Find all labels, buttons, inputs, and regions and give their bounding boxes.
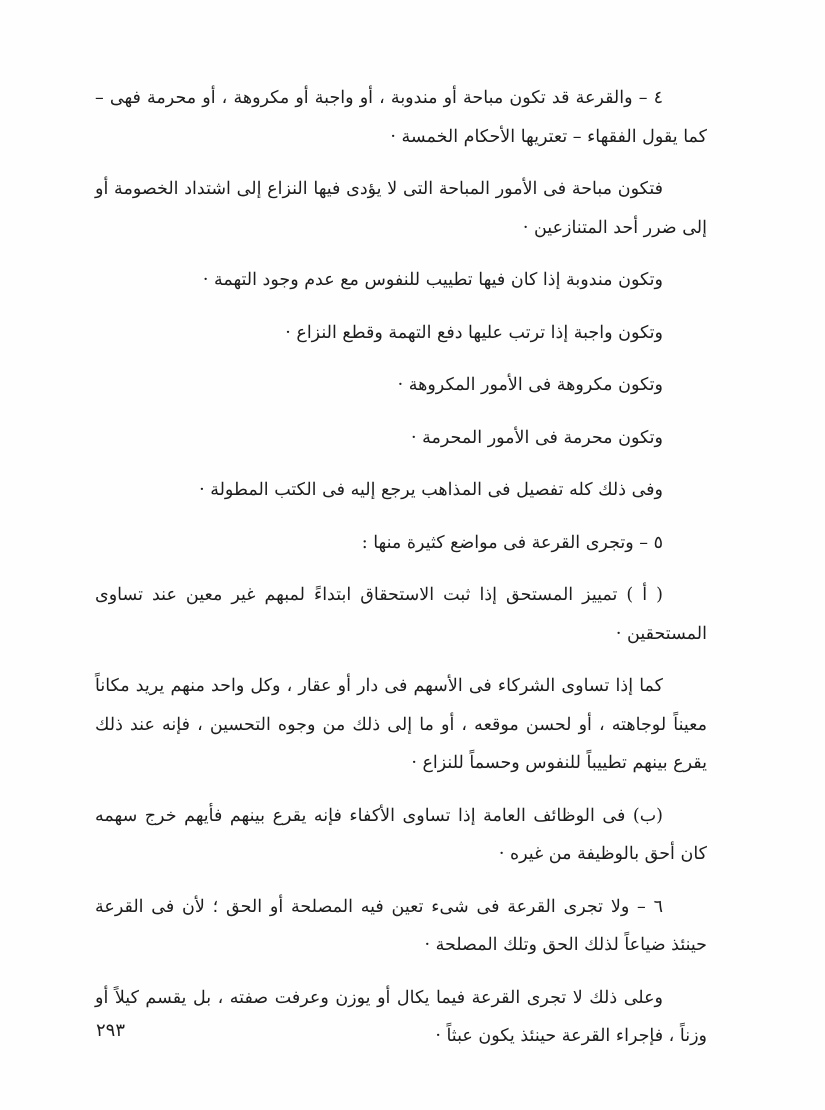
- paragraph-mandouba: وتكون مندوبة إذا كان فيها تطييب للنفوس مع عدم وجود التهمة ·: [202, 270, 663, 290]
- body-text: [95, 79, 707, 1070]
- paragraph-tafsil: وفى ذلك كله تفصيل فى المذاهب يرجع إليه فى الكتب المطولة ·: [199, 480, 663, 500]
- paragraph-mubaha: فتكون مباحة فى الأمور المباحة التى لا يؤدى فيها النزاع إلى اشتداد الخصومة أو إلى ضرر أحد المتنازعين ·: [95, 179, 707, 238]
- paragraph-4: ٤ – والقرعة قد تكون مباحة أو مندوبة ، أو واجبة أو مكروهة ، أو محرمة فهى – كما يقول الفقهاء – تعتريها الأحكام الخمسة ·: [95, 88, 707, 147]
- paragraph-muharrama: وتكون محرمة فى الأمور المحرمة ·: [410, 427, 663, 448]
- paragraph-6: ٦ – ولا تجرى القرعة فى شىء تعين فيه المصلحة أو الحق ؛ لأن فى القرعة حينئذ ضياعاً لذلك الحق وتلك المصلحة ·: [95, 896, 707, 955]
- paragraph-alif: ( أ ) تمييز المستحق إذا ثبت الاستحقاق ابتداءً لمبهم غير معين عند تساوى المستحقين ·: [95, 585, 707, 644]
- paragraph-makrouha: وتكون مكروهة فى الأمور المكروهة ·: [397, 375, 663, 395]
- paragraph-kail: وعلى ذلك لا تجرى القرعة فيما يكال أو يوزن وعرفت صفته ، بل يقسم كيلاً أو وزناً ، فإجراء القرعة حينئذ يكون عبثاً ·: [95, 987, 707, 1046]
- paragraph-shuraka: كما إذا تساوى الشركاء فى الأسهم فى دار أو عقار ، وكل واحد منهم يريد مكاناً معيناً لوجاهته ، أو لحسن موقعه ، أو ما إلى ذلك من وجوه التحسين ، فإنه عند ذلك يقرع بينهم تطييباً للنفوس وحسماً للنزاع ·: [95, 676, 707, 773]
- paragraph-ba: (ب) فى الوظائف العامة إذا تساوى الأكفاء فإنه يقرع بينهم فأيهم خرج سهمه كان أحق بالوظيفة من غيره ·: [95, 805, 707, 864]
- paragraph-wajiba: وتكون واجبة إذا ترتب عليها دفع التهمة وقطع النزاع ·: [285, 322, 663, 343]
- paragraph-5: ٥ – وتجرى القرعة فى مواضع كثيرة منها :: [361, 532, 663, 553]
- page-number: ٢٩٣: [96, 1020, 126, 1041]
